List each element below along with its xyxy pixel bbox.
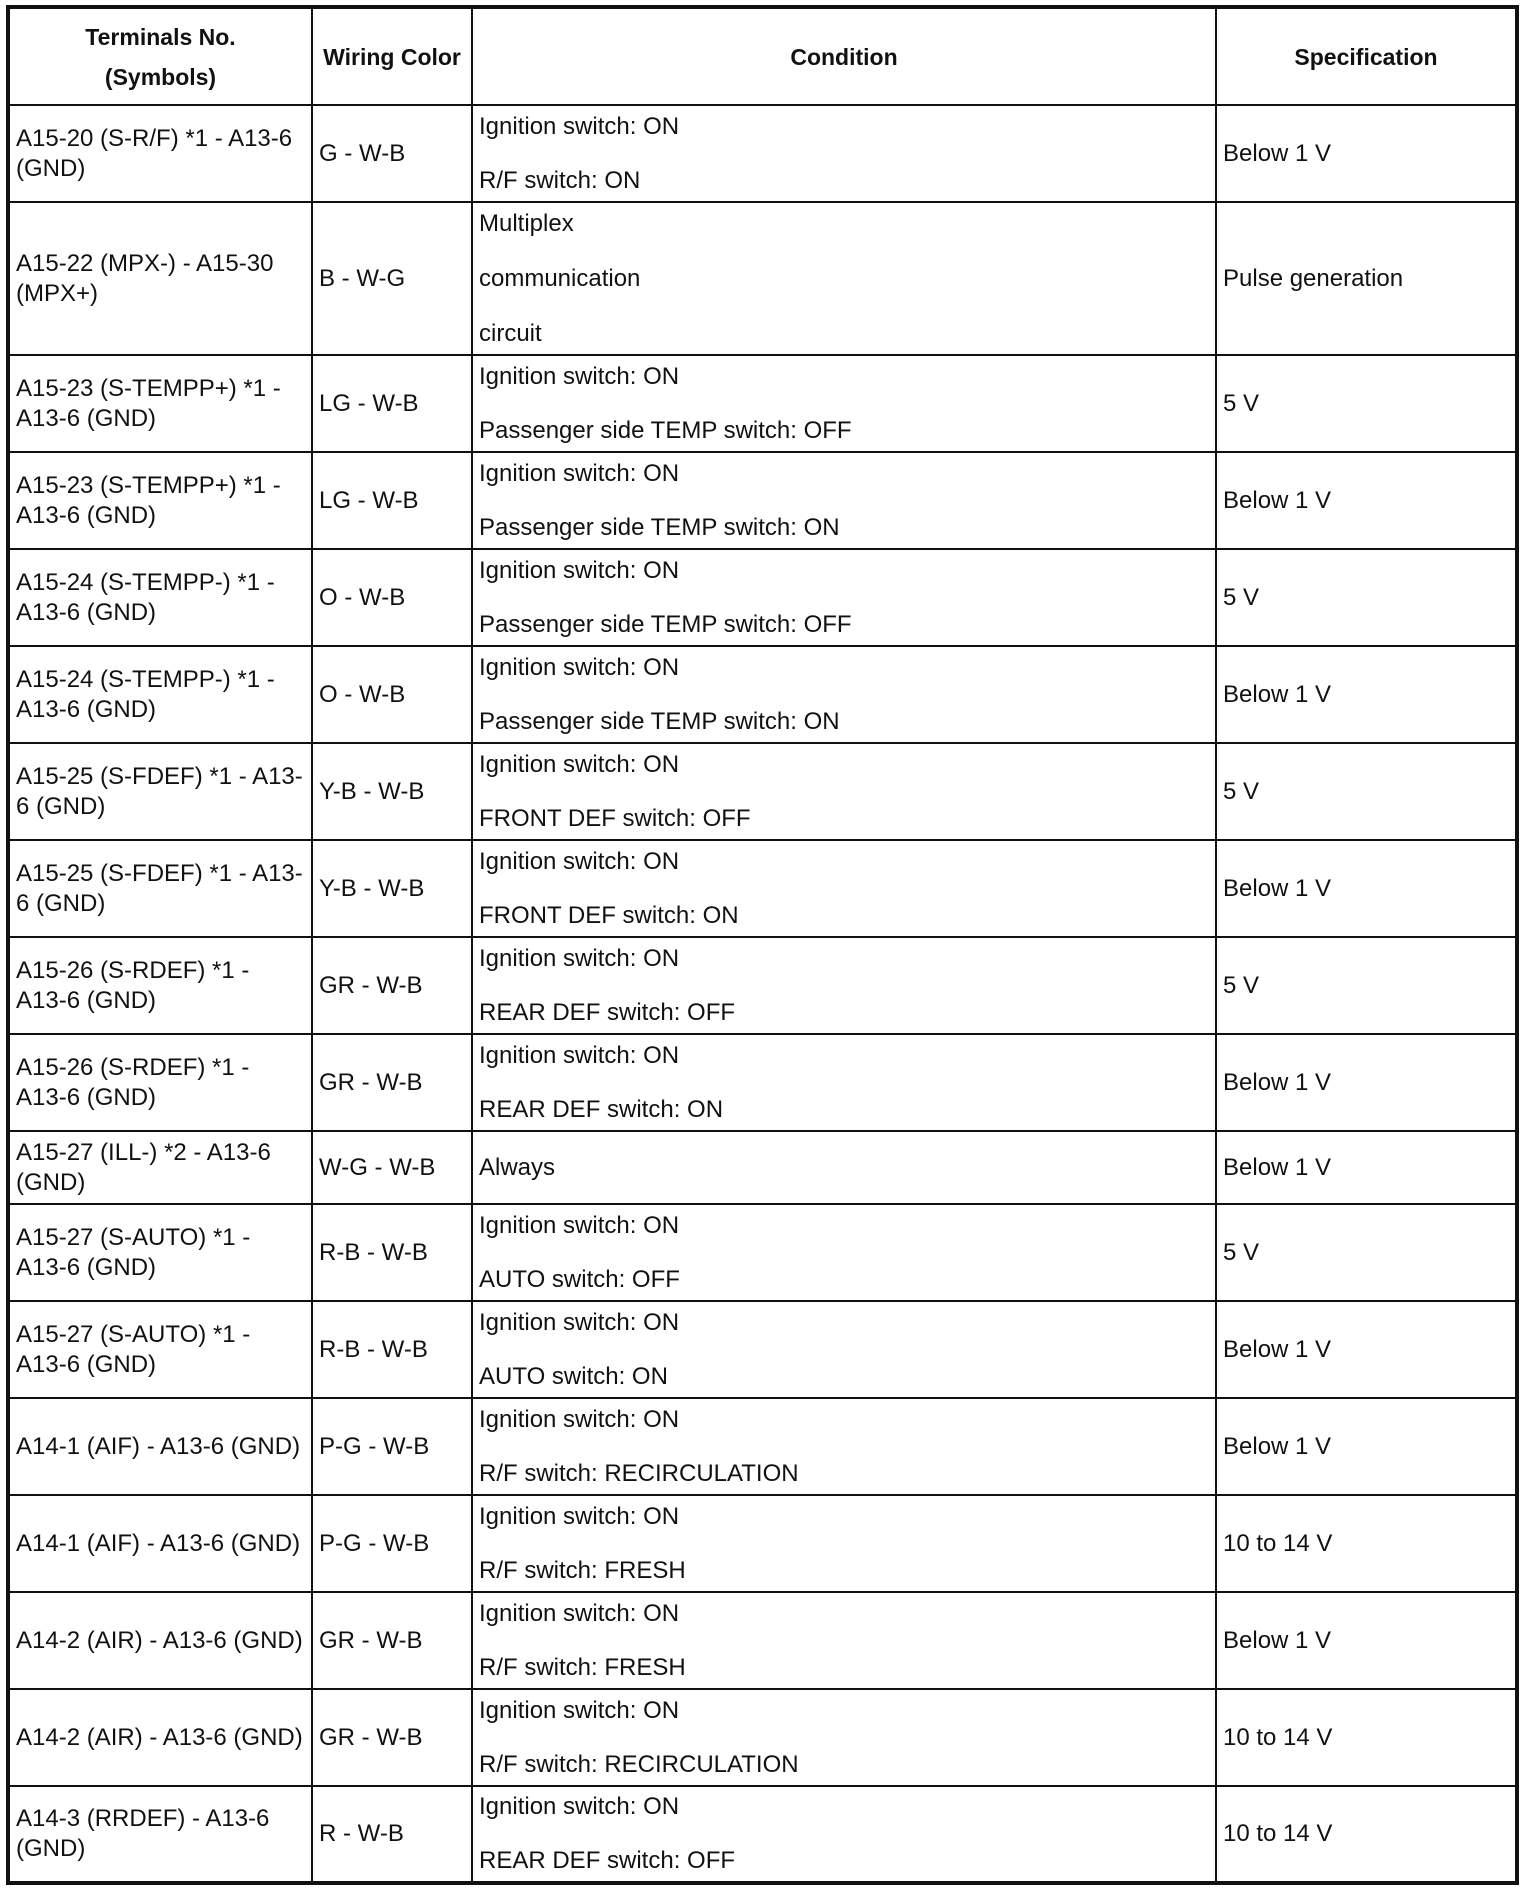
condition-line: Ignition switch: ON xyxy=(479,1041,680,1069)
condition-line: Ignition switch: ON xyxy=(479,1696,680,1724)
cell-wiring-color: G - W-B xyxy=(312,105,472,202)
cell-specification: 5 V xyxy=(1216,937,1517,1034)
condition-line: R/F switch: ON xyxy=(479,166,641,194)
condition-line: R/F switch: FRESH xyxy=(479,1653,686,1681)
cell-terminal: A15-26 (S-RDEF) *1 - A13-6 (GND) xyxy=(8,937,312,1034)
table-row xyxy=(8,1786,1517,1883)
condition-line: Passenger side TEMP switch: OFF xyxy=(479,416,852,444)
condition-line: Ignition switch: ON xyxy=(479,556,680,584)
cell-wiring-color: P-G - W-B xyxy=(312,1495,472,1592)
condition-line: FRONT DEF switch: ON xyxy=(479,901,739,929)
cell-terminal: A15-27 (S-AUTO) *1 - A13-6 (GND) xyxy=(8,1204,312,1301)
cell-wiring-color: B - W-G xyxy=(312,202,472,355)
cell-wiring-color: R - W-B xyxy=(312,1786,472,1883)
cell-condition xyxy=(472,646,1216,743)
cell-condition xyxy=(472,1495,1216,1592)
cell-condition xyxy=(472,937,1216,1034)
table-row xyxy=(8,1689,1517,1786)
cell-condition xyxy=(472,743,1216,840)
table-row xyxy=(8,1204,1517,1301)
cell-wiring-color: GR - W-B xyxy=(312,937,472,1034)
condition-line: communication xyxy=(479,264,641,292)
cell-specification: Below 1 V xyxy=(1216,1398,1517,1495)
cell-condition xyxy=(472,1689,1216,1786)
table-row xyxy=(8,1398,1517,1495)
cell-specification: 10 to 14 V xyxy=(1216,1495,1517,1592)
header-terminals xyxy=(8,7,312,105)
cell-condition xyxy=(472,452,1216,549)
condition-line: FRONT DEF switch: OFF xyxy=(479,804,751,832)
cell-condition xyxy=(472,1592,1216,1689)
cell-terminal: A14-3 (RRDEF) - A13-6 (GND) xyxy=(8,1786,312,1883)
condition-line: circuit xyxy=(479,319,542,347)
cell-condition xyxy=(472,202,1216,355)
table-row xyxy=(8,840,1517,937)
cell-condition xyxy=(472,1034,1216,1131)
condition-line: Always xyxy=(479,1153,556,1181)
cell-condition xyxy=(472,355,1216,452)
table-row xyxy=(8,937,1517,1034)
condition-line: Passenger side TEMP switch: ON xyxy=(479,513,840,541)
condition-line: REAR DEF switch: OFF xyxy=(479,1847,736,1874)
condition-line: Passenger side TEMP switch: OFF xyxy=(479,610,852,638)
condition-line: Multiplex xyxy=(479,209,574,237)
cell-wiring-color: LG - W-B xyxy=(312,355,472,452)
cell-terminal: A15-25 (S-FDEF) *1 - A13-6 (GND) xyxy=(8,743,312,840)
condition-line: Ignition switch: ON xyxy=(479,1793,680,1820)
cell-wiring-color: P-G - W-B xyxy=(312,1398,472,1495)
cell-wiring-color: R-B - W-B xyxy=(312,1204,472,1301)
table-row xyxy=(8,646,1517,743)
cell-condition xyxy=(472,1204,1216,1301)
cell-specification: 5 V xyxy=(1216,549,1517,646)
header-terminals-label: Terminals No. xyxy=(85,23,236,50)
condition-line: Ignition switch: ON xyxy=(479,362,680,390)
condition-line: Ignition switch: ON xyxy=(479,750,680,778)
cell-terminal: A15-22 (MPX-) - A15-30 (MPX+) xyxy=(8,202,312,355)
table-row xyxy=(8,355,1517,452)
table-body xyxy=(8,105,1517,1883)
cell-terminal: A15-26 (S-RDEF) *1 - A13-6 (GND) xyxy=(8,1034,312,1131)
table-row xyxy=(8,1495,1517,1592)
cell-terminal: A15-24 (S-TEMPP-) *1 - A13-6 (GND) xyxy=(8,549,312,646)
condition-line: REAR DEF switch: ON xyxy=(479,1095,724,1123)
cell-specification: Below 1 V xyxy=(1216,840,1517,937)
cell-specification: 10 to 14 V xyxy=(1216,1786,1517,1883)
condition-line: Ignition switch: ON xyxy=(479,1211,680,1239)
cell-wiring-color: W-G - W-B xyxy=(312,1131,472,1204)
cell-condition xyxy=(472,549,1216,646)
cell-wiring-color: Y-B - W-B xyxy=(312,840,472,937)
cell-terminal: A15-24 (S-TEMPP-) *1 - A13-6 (GND) xyxy=(8,646,312,743)
table-row xyxy=(8,743,1517,840)
cell-terminal: A15-25 (S-FDEF) *1 - A13-6 (GND) xyxy=(8,840,312,937)
cell-terminal: A14-2 (AIR) - A13-6 (GND) xyxy=(8,1592,312,1689)
cell-wiring-color: O - W-B xyxy=(312,549,472,646)
header-symbols-label: (Symbols) xyxy=(104,63,217,90)
table-row xyxy=(8,202,1517,355)
condition-line: Passenger side TEMP switch: ON xyxy=(479,707,840,735)
condition-line: AUTO switch: OFF xyxy=(479,1265,680,1293)
condition-line: Ignition switch: ON xyxy=(479,459,680,487)
cell-wiring-color: Y-B - W-B xyxy=(312,743,472,840)
cell-specification: Below 1 V xyxy=(1216,1592,1517,1689)
cell-specification: 5 V xyxy=(1216,355,1517,452)
condition-line: Ignition switch: ON xyxy=(479,1308,680,1336)
table-row xyxy=(8,1034,1517,1131)
cell-terminal: A15-27 (S-AUTO) *1 - A13-6 (GND) xyxy=(8,1301,312,1398)
cell-wiring-color: GR - W-B xyxy=(312,1689,472,1786)
cell-specification: Below 1 V xyxy=(1216,105,1517,202)
condition-line: Ignition switch: ON xyxy=(479,1599,680,1627)
header-wiring-color: Wiring Color xyxy=(312,7,472,105)
table-row xyxy=(8,105,1517,202)
cell-specification: 10 to 14 V xyxy=(1216,1689,1517,1786)
table-row xyxy=(8,1301,1517,1398)
condition-line: Ignition switch: ON xyxy=(479,1405,680,1433)
cell-condition xyxy=(472,1301,1216,1398)
condition-line: Ignition switch: ON xyxy=(479,847,680,875)
cell-specification: Below 1 V xyxy=(1216,1034,1517,1131)
cell-specification: Below 1 V xyxy=(1216,1301,1517,1398)
cell-terminal: A15-27 (ILL-) *2 - A13-6 (GND) xyxy=(8,1131,312,1204)
cell-terminal: A15-23 (S-TEMPP+) *1 - A13-6 (GND) xyxy=(8,355,312,452)
spec-table-container xyxy=(6,5,1519,1885)
condition-line: AUTO switch: ON xyxy=(479,1362,668,1390)
cell-terminal: A14-2 (AIR) - A13-6 (GND) xyxy=(8,1689,312,1786)
terminal-spec-table xyxy=(6,5,1519,1885)
cell-wiring-color: GR - W-B xyxy=(312,1034,472,1131)
cell-condition xyxy=(472,1398,1216,1495)
table-row xyxy=(8,452,1517,549)
condition-line: R/F switch: RECIRCULATION xyxy=(479,1750,799,1778)
cell-wiring-color: O - W-B xyxy=(312,646,472,743)
condition-line: Ignition switch: ON xyxy=(479,1502,680,1530)
condition-line: R/F switch: RECIRCULATION xyxy=(479,1459,799,1487)
cell-condition xyxy=(472,105,1216,202)
cell-wiring-color: LG - W-B xyxy=(312,452,472,549)
cell-specification: 5 V xyxy=(1216,1204,1517,1301)
cell-wiring-color: R-B - W-B xyxy=(312,1301,472,1398)
cell-terminal: A14-1 (AIF) - A13-6 (GND) xyxy=(8,1398,312,1495)
condition-line: Ignition switch: ON xyxy=(479,112,680,140)
cell-specification: Below 1 V xyxy=(1216,646,1517,743)
cell-specification: Below 1 V xyxy=(1216,1131,1517,1204)
header-condition: Condition xyxy=(472,7,1216,105)
cell-specification: Below 1 V xyxy=(1216,452,1517,549)
condition-line: REAR DEF switch: OFF xyxy=(479,998,736,1026)
table-row xyxy=(8,1592,1517,1689)
header-specification: Specification xyxy=(1216,7,1517,105)
condition-line: Ignition switch: ON xyxy=(479,653,680,681)
cell-terminal: A14-1 (AIF) - A13-6 (GND) xyxy=(8,1495,312,1592)
condition-line: Ignition switch: ON xyxy=(479,944,680,972)
condition-line: R/F switch: FRESH xyxy=(479,1556,686,1584)
table-row xyxy=(8,1131,1517,1204)
cell-terminal: A15-23 (S-TEMPP+) *1 - A13-6 (GND) xyxy=(8,452,312,549)
header-row xyxy=(8,7,1517,105)
cell-specification: 5 V xyxy=(1216,743,1517,840)
table-row xyxy=(8,549,1517,646)
cell-terminal: A15-20 (S-R/F) *1 - A13-6 (GND) xyxy=(8,105,312,202)
cell-condition xyxy=(472,1131,1216,1204)
cell-condition xyxy=(472,1786,1216,1883)
cell-wiring-color: GR - W-B xyxy=(312,1592,472,1689)
cell-specification: Pulse generation xyxy=(1216,202,1517,355)
cell-condition xyxy=(472,840,1216,937)
